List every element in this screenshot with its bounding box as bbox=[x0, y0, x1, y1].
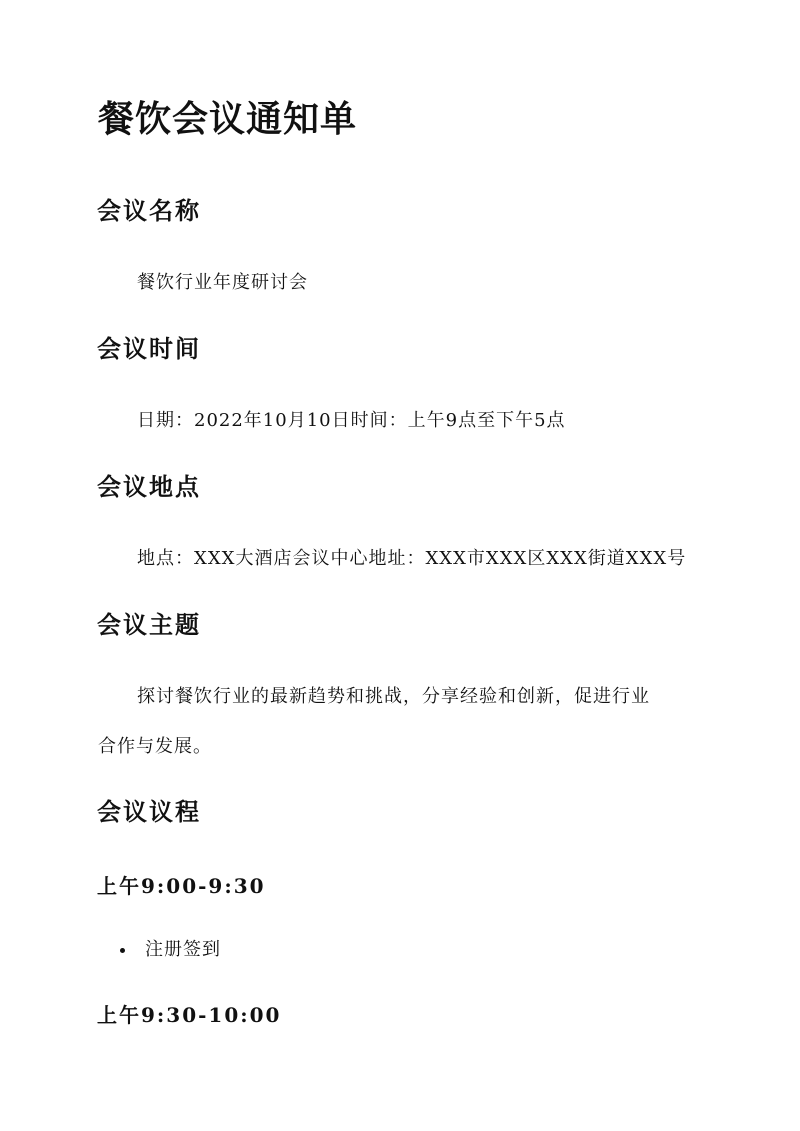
agenda-activity-label: 注册签到 bbox=[145, 939, 221, 960]
bullet-icon bbox=[120, 948, 125, 953]
agenda-activity-item bbox=[120, 937, 221, 963]
meeting-time-text: 日期：2022年10月10日时间：上午9点至下午5点 bbox=[137, 410, 566, 431]
meeting-name-text: 餐饮行业年度研讨会 bbox=[137, 272, 308, 293]
section-heading-time: 会议时间 bbox=[97, 334, 201, 363]
meeting-theme-text-line1: 探讨餐饮行业的最新趋势和挑战，分享经验和创新，促进行业 bbox=[137, 686, 650, 707]
section-heading-location: 会议地点 bbox=[97, 472, 201, 501]
section-heading-theme: 会议主题 bbox=[97, 610, 201, 639]
section-heading-agenda: 会议议程 bbox=[97, 797, 201, 826]
agenda-time-slot: 上午9:00-9:30 bbox=[97, 874, 266, 898]
agenda-time-slot: 上午9:30-10:00 bbox=[97, 1003, 282, 1027]
section-heading-name: 会议名称 bbox=[97, 196, 201, 225]
document-title: 餐饮会议通知单 bbox=[98, 98, 358, 140]
meeting-theme-text-line2: 合作与发展。 bbox=[98, 736, 212, 757]
meeting-location-text: 地点：XXX大酒店会议中心地址：XXX市XXX区XXX街道XXX号 bbox=[137, 548, 687, 569]
